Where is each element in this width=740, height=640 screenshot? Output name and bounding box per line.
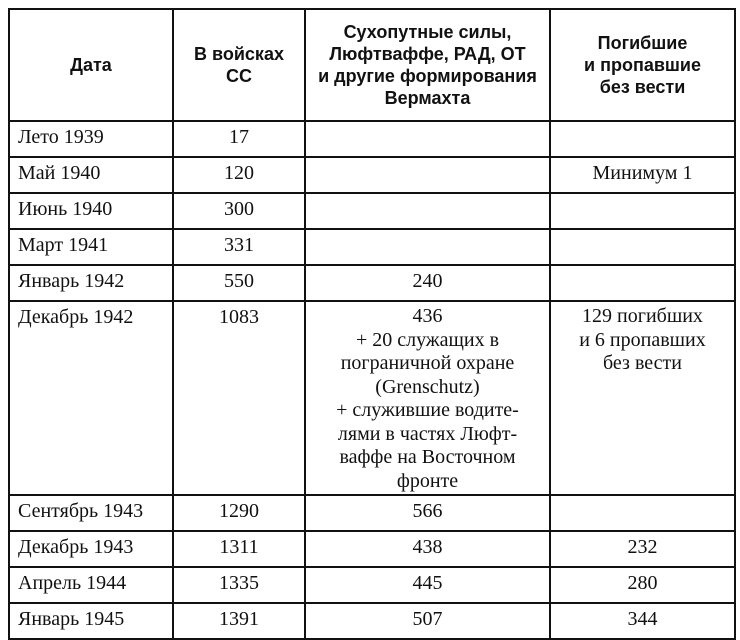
cell-wehrmacht: 507 [305, 603, 550, 639]
cell-losses: Минимум 1 [550, 157, 735, 193]
header-losses-line: Погибшие [597, 33, 688, 53]
cell-losses: 280 [550, 567, 735, 603]
cell-ss: 300 [173, 193, 305, 229]
cell-date: Сентябрь 1943 [9, 495, 173, 531]
data-table [8, 8, 736, 640]
header-ss [173, 9, 305, 121]
table-row [9, 495, 735, 531]
table-row [9, 229, 735, 265]
cell-date: Декабрь 1943 [9, 531, 173, 567]
table-row [9, 265, 735, 301]
cell-ss: 1391 [173, 603, 305, 639]
header-row [9, 9, 735, 121]
header-losses-line: и пропавшие [584, 55, 701, 75]
cell-wehrmacht: 438 [305, 531, 550, 567]
cell-wehrmacht [305, 157, 550, 193]
cell-date: Декабрь 1942 [9, 301, 173, 495]
cell-wehrmacht-line: + 20 служащих в [355, 328, 500, 351]
cell-wehrmacht-line: (Grenschutz) [375, 375, 480, 398]
cell-wehrmacht: 240 [305, 265, 550, 301]
header-wehrmacht-line: Люфтваффе, РАД, ОТ [329, 44, 526, 64]
header-wehrmacht-line: Вермахта [384, 88, 471, 108]
cell-date: Январь 1945 [9, 603, 173, 639]
table-row [9, 567, 735, 603]
table-row [9, 603, 735, 639]
cell-losses [550, 193, 735, 229]
cell-losses-line: без вести [603, 352, 682, 374]
cell-losses: 232 [550, 531, 735, 567]
header-ss-line: СС [226, 66, 252, 86]
cell-wehrmacht [305, 121, 550, 157]
cell-wehrmacht [305, 301, 550, 495]
cell-wehrmacht-line: 436 [412, 305, 443, 327]
cell-date: Апрель 1944 [9, 567, 173, 603]
cell-losses [550, 265, 735, 301]
header-wehrmacht-line: Сухопутные силы, [343, 22, 512, 42]
cell-losses [550, 301, 735, 495]
cell-ss: 550 [173, 265, 305, 301]
header-wehrmacht [305, 9, 550, 121]
cell-losses: 344 [550, 603, 735, 639]
header-date: Дата [9, 9, 173, 121]
header-wehrmacht-line: и другие формирования [318, 66, 537, 86]
cell-losses [550, 229, 735, 265]
cell-ss: 17 [173, 121, 305, 157]
cell-wehrmacht: 566 [305, 495, 550, 531]
cell-wehrmacht-line: лями в частях Люфт- [337, 422, 518, 445]
cell-ss: 1083 [173, 301, 305, 495]
cell-wehrmacht [305, 229, 550, 265]
cell-losses [550, 495, 735, 531]
table-row [9, 531, 735, 567]
cell-ss: 1290 [173, 495, 305, 531]
cell-wehrmacht-line: + служившие водите- [336, 399, 519, 421]
table-row [9, 157, 735, 193]
cell-date: Май 1940 [9, 157, 173, 193]
header-losses-line: без вести [599, 77, 686, 97]
cell-ss: 331 [173, 229, 305, 265]
cell-date: Июнь 1940 [9, 193, 173, 229]
table-row [9, 121, 735, 157]
cell-ss: 1335 [173, 567, 305, 603]
header-losses [550, 9, 735, 121]
table-row [9, 301, 735, 495]
cell-date: Лето 1939 [9, 121, 173, 157]
cell-ss: 120 [173, 157, 305, 193]
cell-wehrmacht-line: фронте [396, 469, 459, 492]
cell-wehrmacht-line: ваффе на Восточном [339, 446, 516, 468]
cell-wehrmacht [305, 193, 550, 229]
cell-wehrmacht: 445 [305, 567, 550, 603]
cell-losses-line: и 6 пропавших [579, 328, 706, 351]
cell-wehrmacht-line: пограничной охране [340, 352, 515, 374]
cell-losses-line: 129 погибших [582, 305, 703, 327]
header-ss-line: В войсках [194, 44, 284, 64]
cell-losses [550, 121, 735, 157]
cell-date: Январь 1942 [9, 265, 173, 301]
cell-ss: 1311 [173, 531, 305, 567]
table-row [9, 193, 735, 229]
cell-date: Март 1941 [9, 229, 173, 265]
